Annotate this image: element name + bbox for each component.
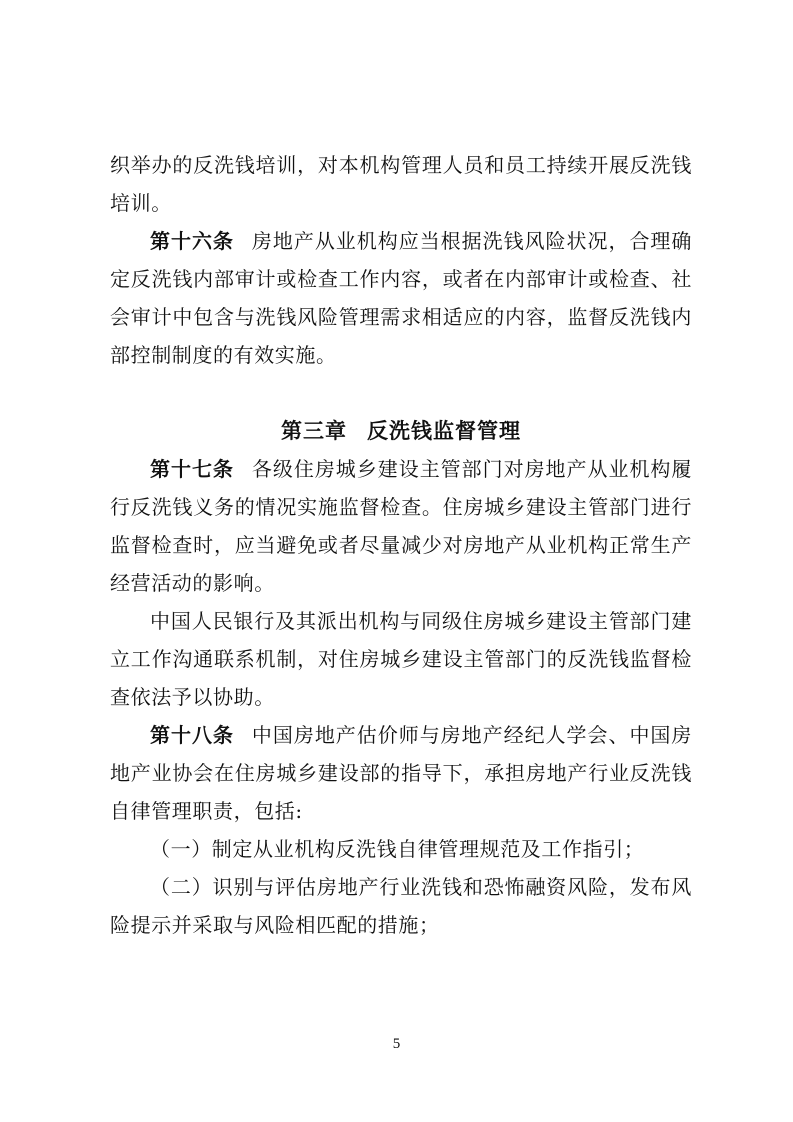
paragraph-text: 织举办的反洗钱培训，对本机构管理人员和员工持续开展反洗钱培训。 <box>110 153 692 215</box>
page-number: 5 <box>392 1036 401 1052</box>
chapter-heading <box>110 412 692 450</box>
article-17 <box>110 450 692 602</box>
article-number: 第十六条 <box>150 229 234 253</box>
list-item-2 <box>110 868 692 944</box>
document-body <box>110 146 692 944</box>
list-item-text: （二）识别与评估房地产行业洗钱和恐怖融资风险，发布风险提示并采取与风险相匹配的措施； <box>110 875 692 937</box>
article-text: 房地产从业机构应当根据洗钱风险状况，合理确定反洗钱内部审计或检查工作内容，或者在内部审计或检查、社会审计中包含与洗钱风险管理需求相适应的内容，监督反洗钱内部控制制度的有效实施。 <box>110 229 692 367</box>
article-number: 第十八条 <box>150 723 234 747</box>
chapter-number: 第三章 <box>281 419 347 443</box>
article-18 <box>110 716 692 830</box>
article-text: 中国房地产估价师与房地产经纪人学会、中国房地产业协会在住房城乡建设部的指导下，承担房地产行业反洗钱自律管理职责，包括: <box>110 723 692 823</box>
list-item-text: （一）制定从业机构反洗钱自律管理规范及工作指引； <box>150 837 645 861</box>
list-item-1 <box>110 830 692 868</box>
chapter-title: 反洗钱监督管理 <box>367 419 521 443</box>
article-number: 第十七条 <box>150 457 234 481</box>
article-17-paragraph-2 <box>110 602 692 716</box>
paragraph-continuation <box>110 146 692 222</box>
article-16 <box>110 222 692 374</box>
paragraph-text: 中国人民银行及其派出机构与同级住房城乡建设主管部门建立工作沟通联系机制，对住房城乡建设主管部门的反洗钱监督检查依法予以协助。 <box>110 609 692 709</box>
article-text: 各级住房城乡建设主管部门对房地产从业机构履行反洗钱义务的情况实施监督检查。住房城乡建设主管部门进行监督检查时，应当避免或者尽量减少对房地产从业机构正常生产经营活动的影响。 <box>110 457 692 595</box>
